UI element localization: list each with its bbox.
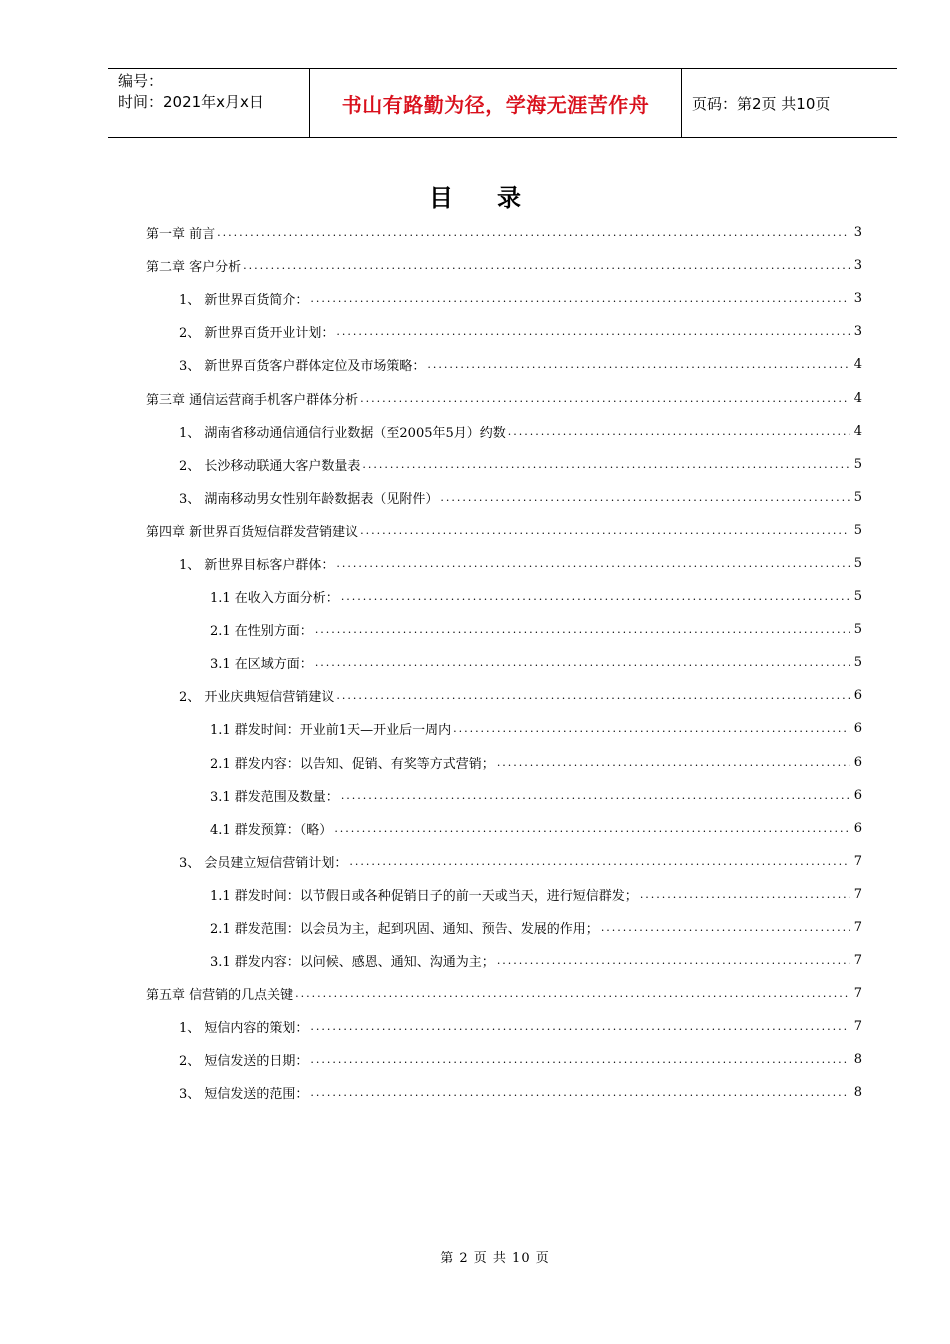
toc-entry-label: 3、 新世界百货客户群体定位及市场策略： (179, 359, 426, 375)
toc-leader-dots (315, 656, 850, 669)
toc-entry-page: 7 (853, 920, 862, 936)
toc-entry-label: 第二章 客户分析 (146, 260, 242, 276)
date-label: 时间：2021年x月x日 (118, 93, 264, 111)
toc-leader-dots (310, 1086, 850, 1099)
toc-entry-label: 第四章 新世界百货短信群发营销建议 (146, 524, 359, 540)
toc-entry-page: 5 (853, 622, 862, 638)
toc-entry-label: 2、 长沙移动联通大客户数量表 (179, 458, 361, 474)
toc-entry-label: 1.1 在收入方面分析： (210, 591, 339, 607)
toc-leader-dots (601, 921, 850, 934)
toc-entry[interactable] (146, 812, 862, 845)
toc-entry-page: 4 (853, 423, 862, 439)
toc-entry-label: 2、 新世界百货开业计划： (179, 326, 335, 342)
code-label: 编号： (118, 72, 164, 90)
toc-entry-page: 7 (853, 986, 862, 1002)
toc-entry-page: 4 (853, 390, 862, 406)
toc-entry[interactable] (146, 1010, 862, 1043)
toc-entry-page: 5 (853, 456, 862, 472)
page-header (108, 68, 897, 138)
page-footer: 第 2 页 共 10 页 (440, 1251, 550, 1266)
toc-entry[interactable] (146, 1076, 862, 1109)
toc-entry[interactable] (146, 216, 862, 249)
toc-title (0, 178, 950, 213)
toc-entry-label: 3、 湖南移动男女性别年龄数据表（见附件） (179, 491, 439, 507)
toc-leader-dots (243, 259, 850, 272)
toc-entry-page: 7 (853, 1019, 862, 1035)
toc-entry[interactable] (146, 514, 862, 547)
toc-entry[interactable] (146, 580, 862, 613)
toc-leader-dots (217, 226, 850, 239)
toc-entry-page: 5 (853, 589, 862, 605)
toc-entry-label: 3.1 群发范围及数量： (210, 789, 339, 805)
toc-entry-page: 5 (853, 489, 862, 505)
toc-entry-label: 3、 会员建立短信营销计划： (179, 855, 348, 871)
toc-leader-dots (336, 325, 850, 338)
toc-leader-dots (334, 822, 850, 835)
toc-entry[interactable] (146, 613, 862, 646)
toc-entry-label: 1、 新世界百货简介： (179, 293, 309, 309)
toc-entry[interactable] (146, 944, 862, 977)
toc-leader-dots (310, 1020, 850, 1033)
toc-leader-dots (315, 623, 850, 636)
toc-entry-page: 5 (853, 655, 862, 671)
toc-leader-dots (640, 888, 850, 901)
toc-entry[interactable] (146, 415, 862, 448)
header-page-info: 页码：第2页 共10页 (692, 94, 831, 113)
toc-entry[interactable] (146, 448, 862, 481)
toc-leader-dots (310, 1053, 850, 1066)
toc-entry-page: 3 (853, 225, 862, 241)
toc-entry-label: 3.1 群发内容：以问候、感恩、通知、沟通为主； (210, 955, 495, 971)
toc-entry-label: 4.1 群发预算：（略） (210, 822, 333, 838)
toc-entry-page: 7 (853, 953, 862, 969)
toc-entry[interactable] (146, 646, 862, 679)
header-motto: 书山有路勤为径，学海无涯苦作舟 (310, 69, 682, 137)
toc-entry-page: 5 (853, 555, 862, 571)
toc-entry-page: 6 (853, 754, 862, 770)
toc-entry[interactable] (146, 282, 862, 315)
toc-entry-label: 2、 短信发送的日期： (179, 1054, 309, 1070)
toc-entry-page: 3 (853, 291, 862, 307)
toc-entry-label: 第三章 通信运营商手机客户群体分析 (146, 392, 359, 408)
toc-entry-label: 1、 湖南省移动通信通信行业数据（至2005年5月）约数 (179, 425, 506, 441)
toc-leader-dots (360, 392, 850, 405)
toc-entry-label: 1.1 群发时间：开业前1天—开业后一周内 (210, 723, 452, 739)
toc-title-left: 目 (429, 184, 453, 212)
toc-entry-page: 4 (853, 357, 862, 373)
toc-entry[interactable] (146, 249, 862, 282)
toc-title-right: 录 (497, 184, 521, 212)
toc-entry[interactable] (146, 315, 862, 348)
toc-leader-dots (440, 491, 850, 504)
toc-entry-page: 3 (853, 258, 862, 274)
toc-entry-page: 7 (853, 853, 862, 869)
toc-entry-label: 第一章 前言 (146, 227, 216, 243)
toc-leader-dots (336, 557, 850, 570)
toc-entry[interactable] (146, 381, 862, 414)
toc-leader-dots (336, 689, 850, 702)
toc-leader-dots (360, 524, 850, 537)
toc-leader-dots (497, 954, 850, 967)
toc-entry-label: 2.1 群发内容：以告知、促销、有奖等方式营销； (210, 756, 495, 772)
toc-leader-dots (349, 855, 850, 868)
toc-entry[interactable] (146, 977, 862, 1010)
toc-entry[interactable] (146, 679, 862, 712)
toc-entry-page: 6 (853, 787, 862, 803)
toc-entry-label: 1.1 群发时间：以节假日或各种促销日子的前一天或当天，进行短信群发； (210, 888, 638, 904)
toc-entry-label: 2.1 在性别方面： (210, 624, 313, 640)
toc-entry[interactable] (146, 348, 862, 381)
toc-leader-dots (427, 358, 850, 371)
toc-entry-page: 6 (853, 721, 862, 737)
toc-leader-dots (453, 722, 850, 735)
table-of-contents (146, 216, 862, 1110)
toc-entry-page: 8 (853, 1085, 862, 1101)
toc-entry-page: 3 (853, 324, 862, 340)
toc-leader-dots (341, 789, 850, 802)
header-meta (108, 69, 310, 137)
toc-entry[interactable] (146, 911, 862, 944)
toc-entry[interactable] (146, 712, 862, 745)
toc-entry[interactable] (146, 547, 862, 580)
toc-entry[interactable] (146, 481, 862, 514)
toc-entry-page: 6 (853, 688, 862, 704)
toc-entry[interactable] (146, 779, 862, 812)
toc-entry-page: 6 (853, 820, 862, 836)
toc-leader-dots (362, 458, 850, 471)
toc-leader-dots (508, 425, 850, 438)
toc-entry[interactable] (146, 1043, 862, 1076)
toc-entry-page: 8 (853, 1052, 862, 1068)
toc-entry[interactable] (146, 845, 862, 878)
toc-leader-dots (497, 756, 850, 769)
toc-entry-label: 3.1 在区域方面： (210, 657, 313, 673)
toc-entry-page: 7 (853, 886, 862, 902)
toc-entry-label: 1、 新世界目标客户群体： (179, 557, 335, 573)
toc-entry-label: 3、 短信发送的范围： (179, 1087, 309, 1103)
toc-leader-dots (341, 590, 850, 603)
toc-entry[interactable] (146, 746, 862, 779)
toc-entry[interactable] (146, 878, 862, 911)
toc-entry-label: 2.1 群发范围：以会员为主，起到巩固、通知、预告、发展的作用； (210, 922, 599, 938)
toc-leader-dots (295, 987, 850, 1000)
toc-entry-page: 5 (853, 522, 862, 538)
toc-entry-label: 2、 开业庆典短信营销建议 (179, 690, 335, 706)
toc-leader-dots (310, 292, 850, 305)
toc-entry-label: 1、 短信内容的策划： (179, 1021, 309, 1037)
toc-entry-label: 第五章 信营销的几点关键 (146, 988, 294, 1004)
